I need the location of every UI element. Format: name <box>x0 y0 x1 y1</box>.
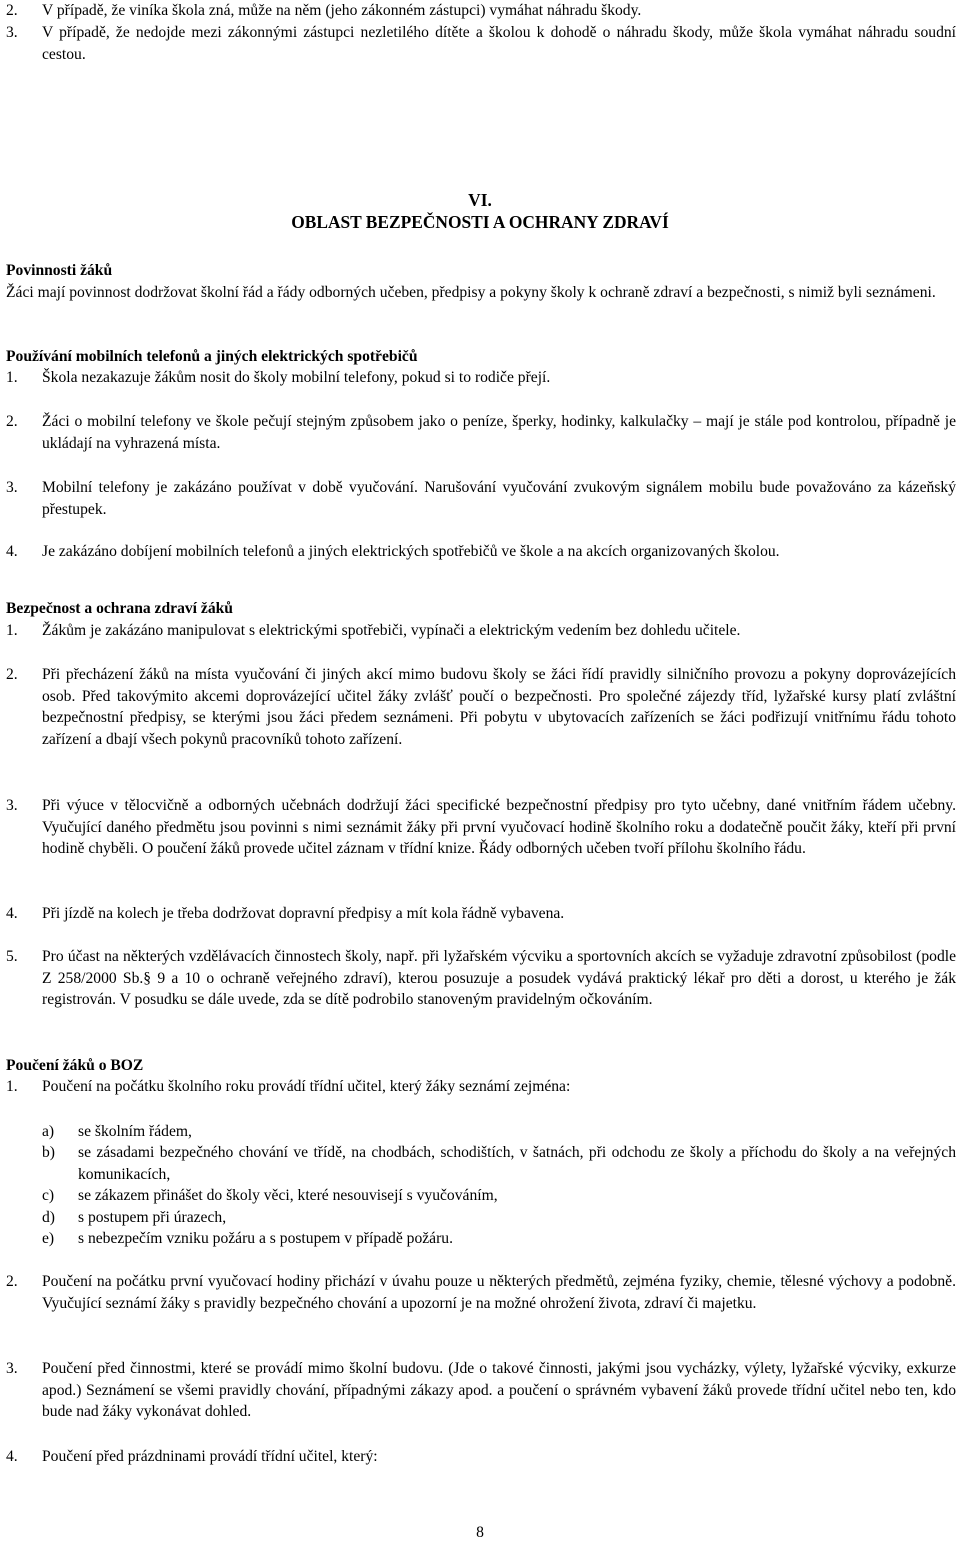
list-item <box>6 1076 956 1098</box>
item-number: 2. <box>6 1273 18 1290</box>
sub-list-item <box>42 1207 956 1229</box>
section-number: VI. <box>468 190 492 210</box>
item-text: Při výuce v tělocvičně a odborných učebnách dodržují žáci specifické bezpečnostní předpisy pro tyto učebny, dané vnitřním řádem učebny. Vyučující daného předmětu jsou povinni s nimi seznámit žáky při první vyučovací hodině školního roku a dodatečně poučit žáky, kteří při první hodině chyběli. O poučení žáků provede učitel záznam v třídní knize. Řády odborných učeben tvoří přílohu školního řádu. <box>42 797 956 858</box>
item-text: Škola nezakazuje žákům nosit do školy mobilní telefony, pokud si to rodiče přejí. <box>42 369 551 386</box>
sub-item-label: e) <box>42 1230 55 1247</box>
sub-item-label: d) <box>42 1209 55 1226</box>
list-item <box>6 903 956 925</box>
item-text: Při přecházení žáků na místa vyučování či jiných akcí mimo budovu školy se žáci řídí pravidly silničního provozu a pokyny doprovázejících osob. Před takovýmito akcemi doprovázející učitel žáky zvlášť poučí o bezpečnosti. Pro společné zájezdy tříd, lyžařské kursy platí zvláštní bezpečnostní předpisy, se kterými jsou žáci předem seznámeni. Při pobytu v ubytovacích zařízeních se žáci podřizují vnitřnímu řádu tohoto zařízení a dbají všech pokynů pracovníků tohoto zařízení. <box>42 666 956 748</box>
list-item <box>6 367 956 389</box>
list-item <box>6 620 956 642</box>
item-number: 3. <box>6 479 18 496</box>
sub-item-label: c) <box>42 1187 55 1204</box>
sub-item-label: b) <box>42 1144 55 1161</box>
item-number: 2. <box>6 413 18 430</box>
item-number: 1. <box>6 369 18 386</box>
list-item <box>6 664 956 750</box>
list-item <box>6 411 956 454</box>
item-text: Poučení před prázdninami provádí třídní učitel, který: <box>42 1448 378 1465</box>
item-number: 4. <box>6 905 18 922</box>
item-text: Poučení na počátku školního roku provádí třídní učitel, který žáky seznámí zejména: <box>42 1078 571 1095</box>
list-item <box>6 22 956 65</box>
item-number: 1. <box>6 1078 18 1095</box>
item-text: V případě, že viníka škola zná, může na něm (jeho zákonném zástupci) vymáhat náhradu škody. <box>42 2 642 19</box>
page-number: 8 <box>476 1524 484 1541</box>
item-text: Poučení na počátku první vyučovací hodiny přichází v úvahu pouze u některých předmětů, zejména fyziky, chemie, tělesné výchovy a podobně. Vyučující seznámí žáky s pravidly bezpečného chování a upozorní je na možné ohrožení života, zdraví či majetku. <box>42 1273 956 1312</box>
heading-mobily: Používání mobilních telefonů a jiných elektrických spotřebičů <box>6 348 418 365</box>
item-number: 2. <box>6 2 18 19</box>
sub-item-text: s nebezpečím vzniku požáru a s postupem v případě požáru. <box>78 1230 453 1247</box>
list-item <box>6 946 956 1011</box>
item-text: Žáci o mobilní telefony ve škole pečují stejným způsobem jako o peníze, šperky, hodinky, kalkulačky – mají je stále pod kontrolou, případně je ukládají na vyhrazená místa. <box>42 413 956 452</box>
sub-item-text: se školním řádem, <box>78 1123 192 1140</box>
list-item <box>6 795 956 860</box>
list-item <box>6 477 956 520</box>
list-item <box>6 1271 956 1314</box>
povinnosti-text: Žáci mají povinnost dodržovat školní řád a řády odborných učeben, předpisy a pokyny školy k ochraně zdraví a bezpečnosti, s nimiž byli seznámeni. <box>6 284 936 301</box>
item-number: 3. <box>6 24 18 41</box>
item-text: Pro účast na některých vzdělávacích činnostech školy, např. při lyžařském výcviku a sportovních akcích se vyžaduje zdravotní způsobilost (podle Z 258/2000 Sb.§ 9 a 10 o ochraně veřejného zdraví), kterou posuzuje a posudek vydává praktický lékař pro děti a dorost, u kterého je žák registrován. V posudku se dále uvede, zda se dítě podrobilo stanoveným pravidelným očkováním. <box>42 948 956 1009</box>
sub-item-label: a) <box>42 1123 55 1140</box>
item-number: 5. <box>6 948 18 965</box>
sub-list-item <box>42 1142 956 1185</box>
item-number: 4. <box>6 543 18 560</box>
sub-item-text: se zákazem přinášet do školy věci, které nesouvisejí s vyučováním, <box>78 1187 498 1204</box>
item-number: 1. <box>6 622 18 639</box>
sub-item-text: s postupem při úrazech, <box>78 1209 227 1226</box>
list-item <box>6 0 956 22</box>
item-text: Mobilní telefony je zakázáno používat v době vyučování. Narušování vyučování zvukovým signálem mobilu bude považováno za kázeňský přestupek. <box>42 479 956 518</box>
sub-list-item <box>42 1185 956 1207</box>
item-number: 3. <box>6 1360 18 1377</box>
item-text: Při jízdě na kolech je třeba dodržovat dopravní předpisy a mít kola řádně vybavena. <box>42 905 565 922</box>
list-item <box>6 1358 956 1423</box>
item-text: Je zakázáno dobíjení mobilních telefonů a jiných elektrických spotřebičů ve škole a na akcích organizovaných školou. <box>42 543 780 560</box>
sub-item-text: se zásadami bezpečného chování ve třídě, na chodbách, schodištích, v šatnách, při odchodu ze školy a příchodu do školy a na veřejných komunikacích, <box>78 1144 956 1183</box>
sub-list-item <box>42 1228 956 1250</box>
heading-bozp: Poučení žáků o BOZ <box>6 1057 144 1074</box>
item-number: 3. <box>6 797 18 814</box>
item-number: 2. <box>6 666 18 683</box>
list-item <box>6 541 956 563</box>
heading-povinnosti: Povinnosti žáků <box>6 262 113 279</box>
item-text: V případě, že nedojde mezi zákonnými zástupci nezletilého dítěte a školou k dohodě o náhradu škody, může škola vymáhat náhradu soudní cestou. <box>42 24 956 63</box>
item-text: Poučení před činnostmi, které se provádí mimo školní budovu. (Jde o takové činnosti, jakými jsou vycházky, výlety, lyžařské výcviky, exkurze apod.) Seznámení se všemi pravidly chování, případnými zákazy apod. a poučení o správném vybavení žáků provede třídní učitel nebo ten, kdo bude nad žáky vykonávat dohled. <box>42 1360 956 1421</box>
item-text: Žákům je zakázáno manipulovat s elektrickými spotřebiči, vypínači a elektrickým vedením bez dohledu učitele. <box>42 622 741 639</box>
section-title: OBLAST BEZPEČNOSTI A OCHRANY ZDRAVÍ <box>291 212 669 232</box>
list-item <box>6 1446 956 1468</box>
heading-bezpecnost: Bezpečnost a ochrana zdraví žáků <box>6 600 233 617</box>
sub-list-item <box>42 1121 956 1143</box>
item-number: 4. <box>6 1448 18 1465</box>
